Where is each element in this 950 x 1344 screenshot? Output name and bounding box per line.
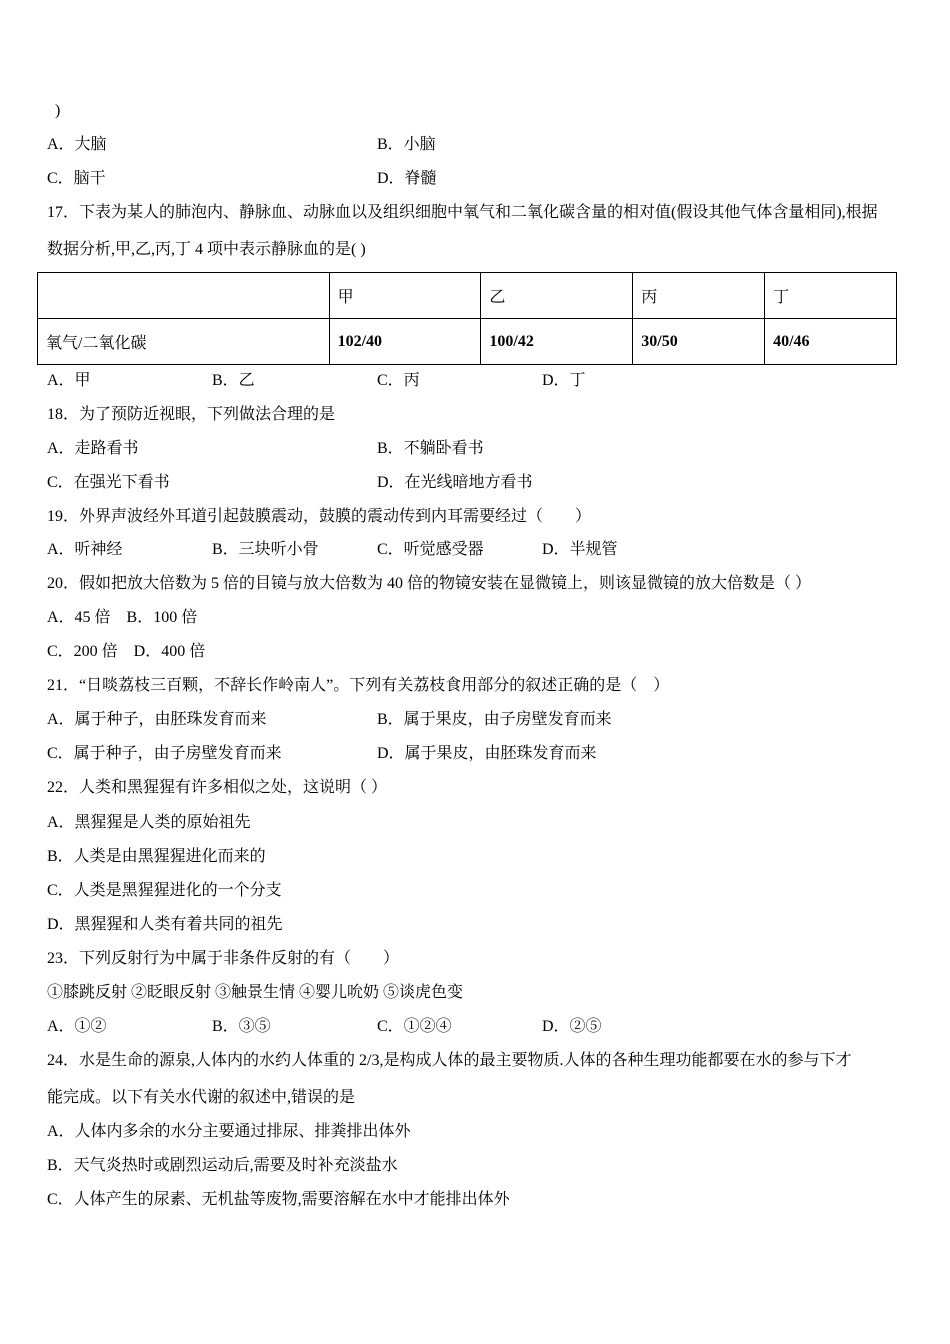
q16-option-b: B．小脑 xyxy=(377,136,436,153)
table-header-cell: 甲 xyxy=(329,273,481,319)
q22-stem: 22．人类和黑猩猩有许多相似之处，这说明（ ） xyxy=(47,779,388,796)
q20-stem: 20．假如把放大倍数为 5 倍的目镜与放大倍数为 40 倍的物镜安装在显微镜上，则该显微镜的放大倍数是（ ） xyxy=(47,575,812,592)
q19-option-a: A．听神经 xyxy=(47,541,123,558)
q18-option-b: B．不躺卧看书 xyxy=(377,440,484,457)
q18-stem: 18．为了预防近视眼，下列做法合理的是 xyxy=(47,406,336,423)
table-header-row xyxy=(38,273,897,319)
q21-option-d: D．属于果皮，由胚珠发育而来 xyxy=(377,745,597,762)
q16-option-d: D．脊髓 xyxy=(377,170,437,187)
table-header-cell: 丙 xyxy=(633,273,765,319)
q20-options-ab: A．45 倍 B．100 倍 xyxy=(47,609,198,626)
q20-options-cd: C．200 倍 D．400 倍 xyxy=(47,643,206,660)
q23-items: ①膝跳反射 ②眨眼反射 ③触景生情 ④婴儿吮奶 ⑤谈虎色变 xyxy=(47,984,464,1001)
q22-option-b: B．人类是由黑猩猩进化而来的 xyxy=(47,848,266,865)
q19-option-b: B．三块听小骨 xyxy=(212,541,319,558)
table-row-label: 氧气/二氧化碳 xyxy=(38,319,330,365)
q17-option-a: A．甲 xyxy=(47,372,91,389)
q23-stem: 23．下列反射行为中属于非条件反射的有（ ） xyxy=(47,950,400,967)
q19-option-c: C．听觉感受器 xyxy=(377,541,484,558)
table-cell: 30/50 xyxy=(633,319,765,365)
table-cell: 102/40 xyxy=(329,319,481,365)
q21-option-c: C．属于种子，由子房壁发育而来 xyxy=(47,745,282,762)
q24-option-c: C．人体产生的尿素、无机盐等废物,需要溶解在水中才能排出体外 xyxy=(47,1191,510,1208)
q22-option-d: D．黑猩猩和人类有着共同的祖先 xyxy=(47,916,283,933)
q18-option-c: C．在强光下看书 xyxy=(47,474,170,491)
q23-option-d: D．②⑤ xyxy=(542,1018,602,1035)
q21-stem: 21．“日啖荔枝三百颗，不辞长作岭南人”。下列有关荔枝食用部分的叙述正确的是（ ） xyxy=(47,677,670,694)
q17-data-table xyxy=(37,272,897,365)
table-header-cell: 乙 xyxy=(481,273,633,319)
q23-option-c: C．①②④ xyxy=(377,1018,452,1035)
q17-option-b: B．乙 xyxy=(212,372,255,389)
q18-option-d: D．在光线暗地方看书 xyxy=(377,474,533,491)
q23-option-b: B．③⑤ xyxy=(212,1018,271,1035)
q24-option-b: B．天气炎热时或剧烈运动后,需要及时补充淡盐水 xyxy=(47,1157,398,1174)
q17-stem-line1: 17．下表为某人的肺泡内、静脉血、动脉血以及组织细胞中氧气和二氧化碳含量的相对值(假设其他气体含量相同),根据 xyxy=(47,204,878,221)
table-header-cell xyxy=(38,273,330,319)
q18-option-a: A．走路看书 xyxy=(47,440,139,457)
q17-option-d: D．丁 xyxy=(542,372,586,389)
q19-stem: 19．外界声波经外耳道引起鼓膜震动，鼓膜的震动传到内耳需要经过（ ） xyxy=(47,508,592,525)
q24-option-a: A．人体内多余的水分主要通过排尿、排粪排出体外 xyxy=(47,1123,411,1140)
q16-option-c: C．脑干 xyxy=(47,170,106,187)
table-header-cell: 丁 xyxy=(765,273,897,319)
q21-option-a: A．属于种子，由胚珠发育而来 xyxy=(47,711,267,728)
q24-stem-line2: 能完成。以下有关水代谢的叙述中,错误的是 xyxy=(47,1089,356,1106)
q17-stem-line2: 数据分析,甲,乙,丙,丁 4 项中表示静脉血的是( ) xyxy=(47,241,366,258)
q19-option-d: D．半规管 xyxy=(542,541,618,558)
q24-stem-line1: 24．水是生命的源泉,人体内的水约人体重的 2/3,是构成人体的最主要物质.人体的各种生理功能都要在水的参与下才 xyxy=(47,1052,852,1069)
q22-option-a: A．黑猩猩是人类的原始祖先 xyxy=(47,814,251,831)
table-row xyxy=(38,319,897,365)
q23-option-a: A．①② xyxy=(47,1018,107,1035)
table-cell: 40/46 xyxy=(765,319,897,365)
table-cell: 100/42 xyxy=(481,319,633,365)
q17-option-c: C．丙 xyxy=(377,372,420,389)
q16-stem-tail: ) xyxy=(55,102,61,119)
q21-option-b: B．属于果皮，由子房壁发育而来 xyxy=(377,711,612,728)
q16-option-a: A．大脑 xyxy=(47,136,107,153)
q22-option-c: C．人类是黑猩猩进化的一个分支 xyxy=(47,882,282,899)
